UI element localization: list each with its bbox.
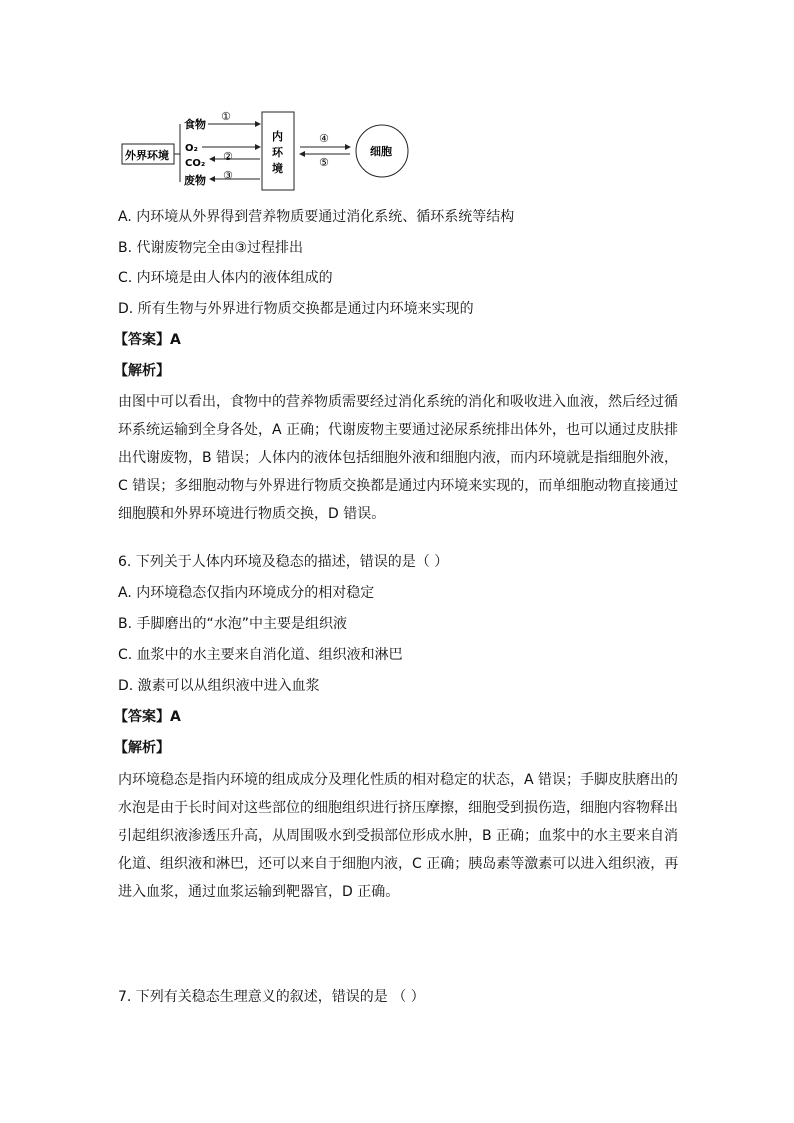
q6-answer: 【答案】A <box>114 709 181 725</box>
internal-env-char-2: 环 <box>272 146 283 159</box>
q5-analysis-line: 出代谢废物，B 错误；人体内的液体包括细胞外液和细胞内液，而内环境就是指细胞外液， <box>118 450 679 466</box>
q6-analysis-line: 化道、组织液和淋巴，还可以来自于细胞内液，C 正确；胰岛素等激素可以进入组织液，再 <box>118 856 679 872</box>
q6-analysis-line: 引起组织液渗透压升高，从周围吸水到受损部位形成水肿，B 正确；血浆中的水主要来自消 <box>118 828 679 844</box>
o2-label: O₂ <box>185 143 198 154</box>
q7-question: 7. 下列有关稳态生理意义的叙述，错误的是 （ ） <box>118 989 425 1005</box>
q6-analysis-line: 水泡是由于长时间对这些部位的细胞组织进行挤压摩擦，细胞受到损伤造，细胞内容物释出 <box>118 800 678 816</box>
q5-analysis-title: 【解析】 <box>114 363 170 379</box>
q6-option-d: D. 激素可以从组织液中进入血浆 <box>118 678 320 694</box>
homeostasis-diagram <box>110 104 410 196</box>
q5-option-c: C. 内环境是由人体内的液体组成的 <box>118 270 333 286</box>
q6-analysis-line: 内环境稳态是指内环境的组成成分及理化性质的相对稳定的状态，A 错误；手脚皮肤磨出的 <box>118 772 679 788</box>
external-env-label: 外界环境 <box>125 149 169 162</box>
q5-option-b: B. 代谢废物完全由③过程排出 <box>118 240 304 256</box>
waste-label: 废物 <box>184 174 206 187</box>
cell-label: 细胞 <box>370 145 392 158</box>
step-3: ③ <box>223 169 233 182</box>
q5-analysis-line: 由图中可以看出，食物中的营养物质需要经过消化系统的消化和吸收进入血液，然后经过循 <box>118 394 678 410</box>
q6-option-b: B. 手脚磨出的“水泡”中主要是组织液 <box>118 616 348 632</box>
co2-label: CO₂ <box>185 158 206 169</box>
step-2: ② <box>223 150 233 163</box>
step-4: ④ <box>319 132 329 145</box>
q5-analysis-line: C 错误；多细胞动物与外界进行物质交换都是通过内环境来实现的，而单细胞动物直接通过 <box>118 478 679 494</box>
q6-analysis <box>118 770 679 910</box>
q6-option-c: C. 血浆中的水主要来自消化道、组织液和淋巴 <box>118 647 403 663</box>
internal-env-char-1: 内 <box>272 130 283 143</box>
q6-option-a: A. 内环境稳态仅指内环境成分的相对稳定 <box>118 585 375 601</box>
q5-option-d: D. 所有生物与外界进行物质交换都是通过内环境来实现的 <box>118 301 474 317</box>
food-label: 食物 <box>184 118 206 131</box>
q5-option-a: A. 内环境从外界得到营养物质要通过消化系统、循环系统等结构 <box>118 209 515 225</box>
q6-analysis-line: 进入血浆，通过血浆运输到靶器官，D 正确。 <box>118 884 400 900</box>
q5-analysis-line: 环系统运输到全身各处，A 正确；代谢废物主要通过泌尿系统排出体外，也可以通过皮肤排 <box>118 422 679 438</box>
q6-question: 6. 下列关于人体内环境及稳态的描述，错误的是（ ） <box>118 554 449 570</box>
q5-analysis-line: 细胞膜和外界环境进行物质交换，D 错误。 <box>118 506 386 522</box>
q5-analysis <box>118 392 679 532</box>
q6-analysis-title: 【解析】 <box>114 740 170 756</box>
step-1: ① <box>221 110 231 123</box>
q5-answer: 【答案】A <box>114 332 181 348</box>
step-5: ⑤ <box>319 156 329 169</box>
internal-env-char-3: 境 <box>272 162 283 175</box>
